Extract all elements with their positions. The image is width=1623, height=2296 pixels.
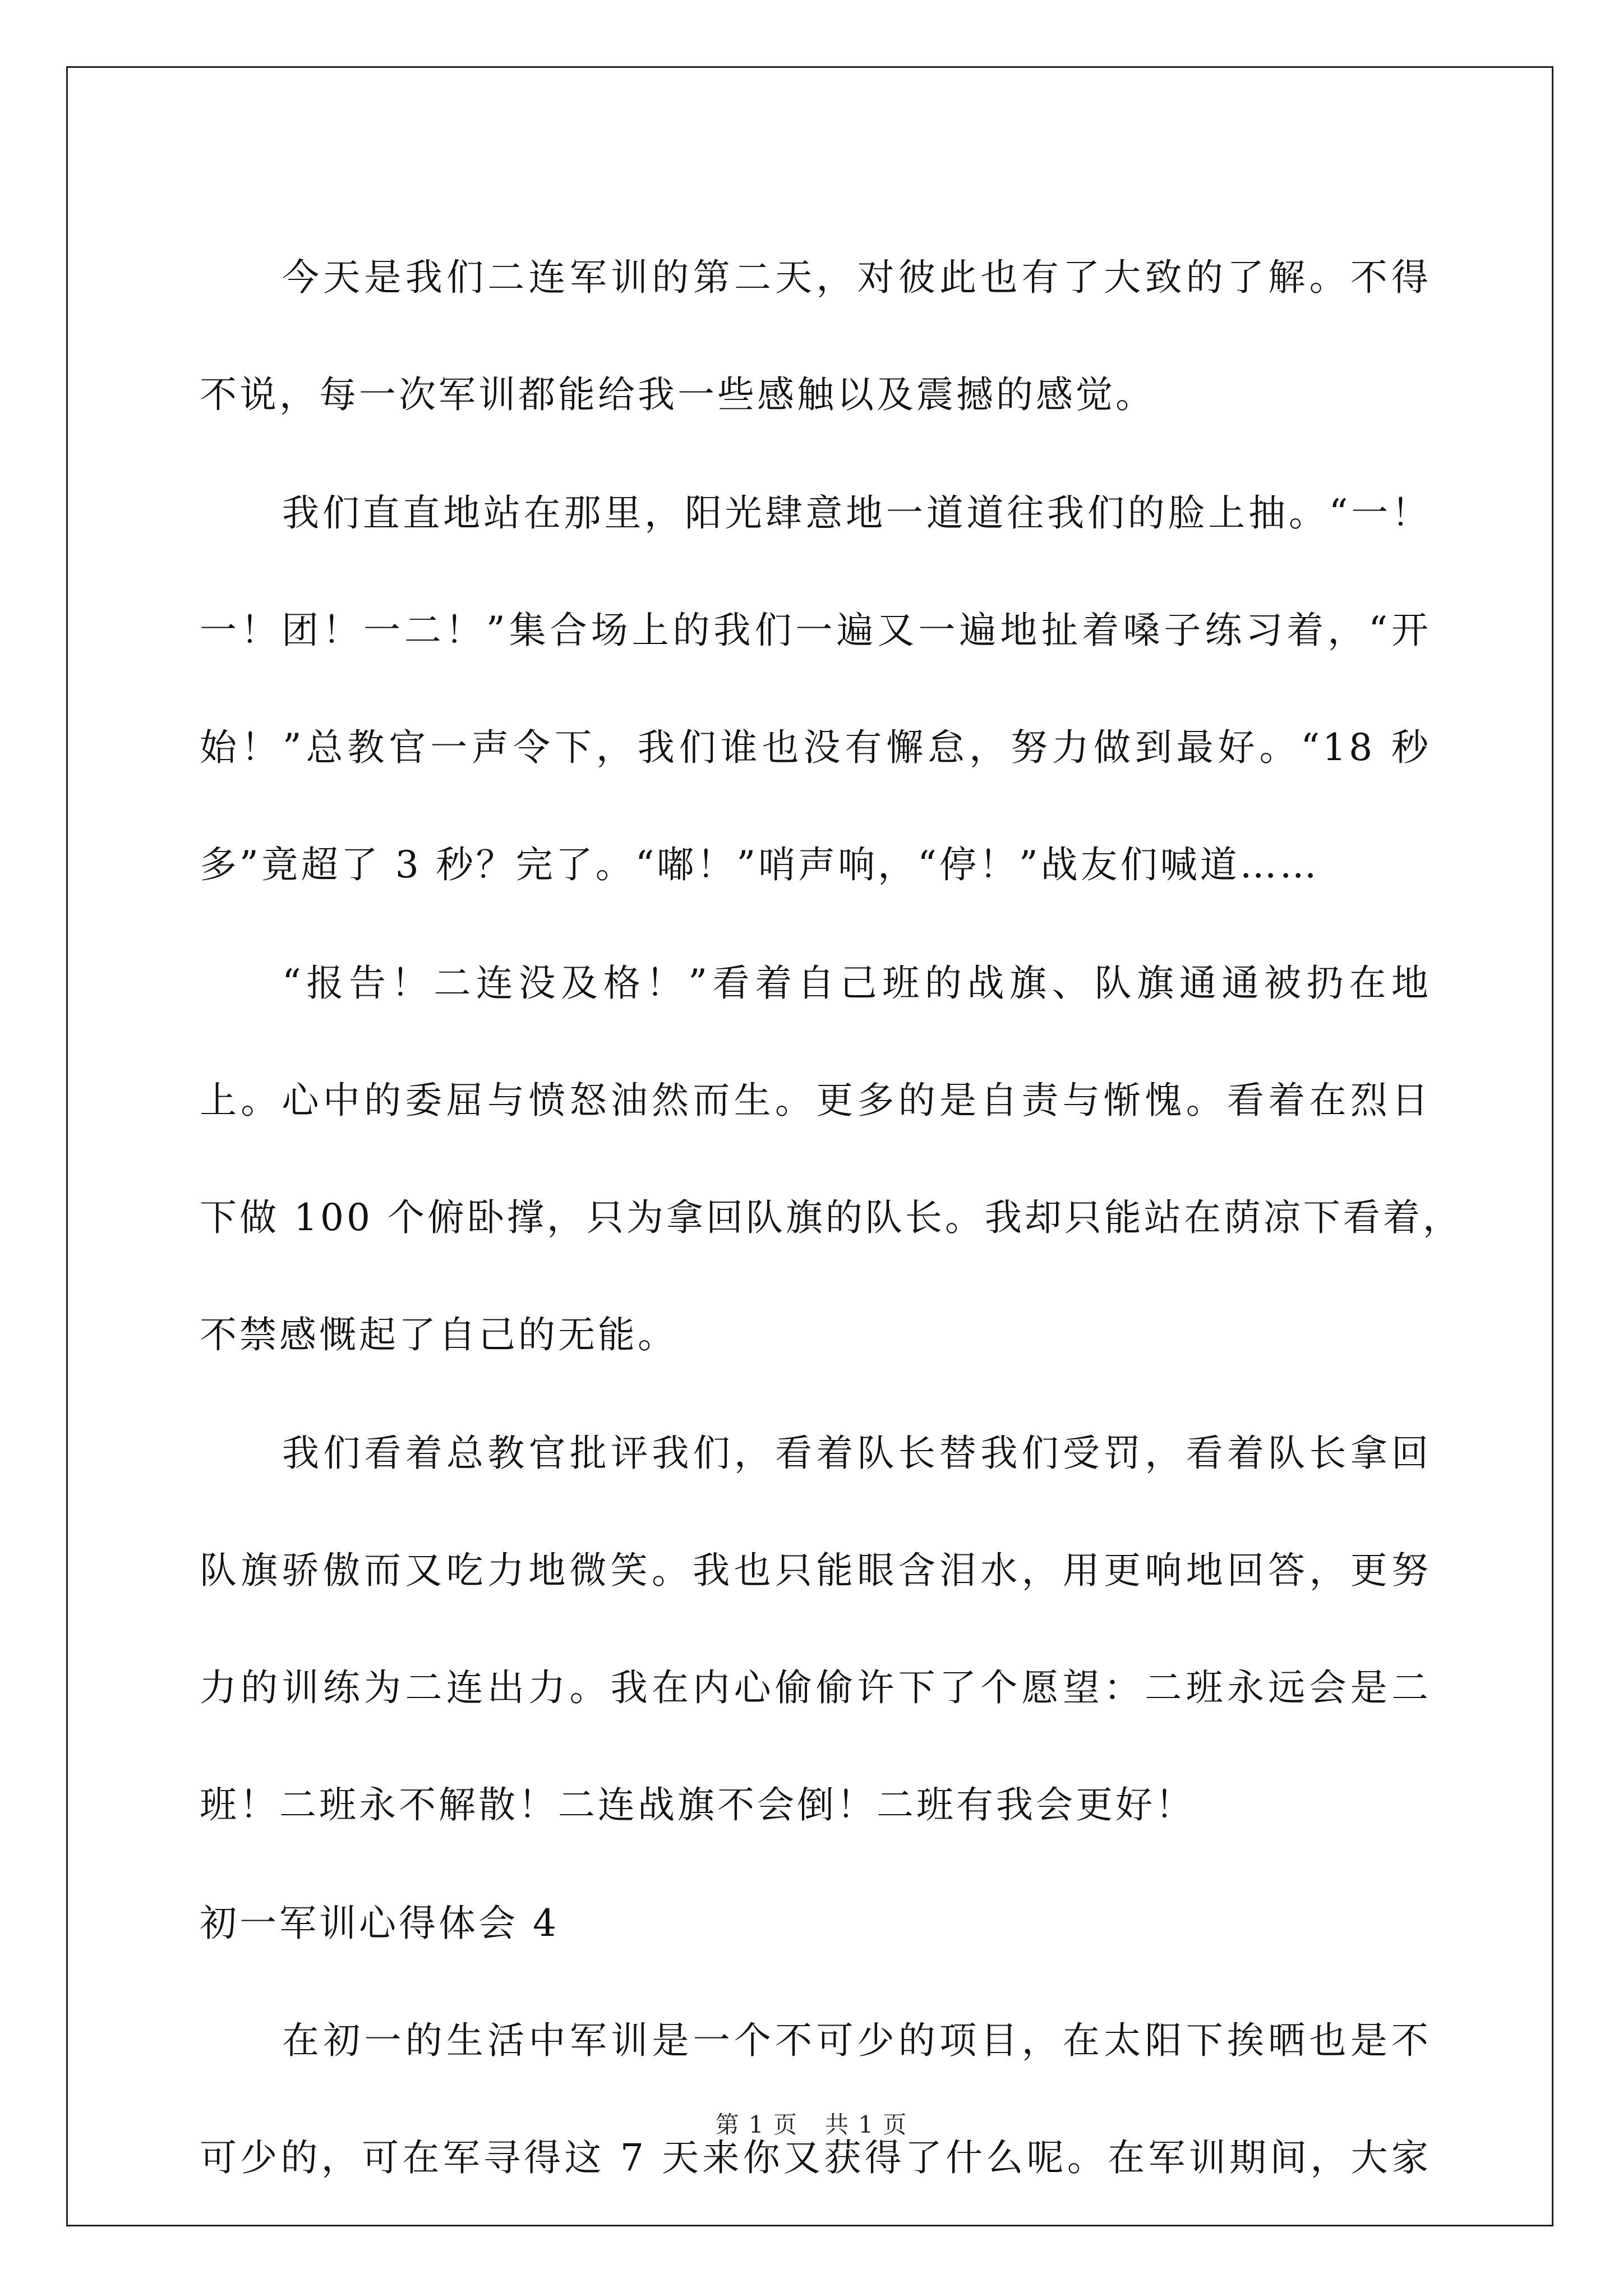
section-heading: 初一军训心得体会 4 [200,1902,559,1945]
paragraph-2 [200,454,1431,923]
text-line: 我们看着总教官批评我们，看着队长替我们受罚，看着队长拿回 [282,1432,1431,1475]
text-line: 今天是我们二连军训的第二天，对彼此也有了大致的了解。不得 [282,256,1431,299]
text-line: 不禁感慨起了自己的无能。 [200,1313,677,1356]
paragraph-3 [200,924,1463,1393]
paragraph-5 [200,1982,1431,2216]
paragraph-4 [200,1395,1431,1864]
page-footer [0,2106,1623,2140]
page-total: 共 1 页 [825,2111,908,2138]
document-body [200,219,1463,2217]
text-line: 力的训练为二连出力。我在内心偷偷许下了个愿望：二班永远会是二 [200,1666,1431,1709]
paragraph-1 [200,219,1431,453]
page-number: 第 1 页 [715,2111,798,2138]
text-line: 上。心中的委屈与愤怒油然而生。更多的是自责与惭愧。看着在烈日 [200,1079,1431,1122]
text-line: 下做 100 个俯卧撑，只为拿回队旗的队长。我却只能站在荫凉下看着， [200,1196,1463,1239]
text-line: 多”竟超了 3 秒？完了。“嘟！”哨声响，“停！”战友们喊道…… [200,843,1320,886]
text-line: 在初一的生活中军训是一个不可少的项目，在太阳下挨晒也是不 [282,2019,1431,2062]
text-line: 不说，每一次军训都能给我一些感触以及震撼的感觉。 [200,373,1155,416]
text-line: 一！团！一二！”集合场上的我们一遍又一遍地扯着嗓子练习着，“开 [200,609,1431,652]
text-line: 班！二班永不解散！二连战旗不会倒！二班有我会更好！ [200,1783,1195,1826]
text-line: 我们直直地站在那里，阳光肆意地一道道往我们的脸上抽。“一！ [282,491,1431,535]
text-line: 始！”总教官一声令下，我们谁也没有懈怠，努力做到最好。“18 秒 [200,726,1431,769]
text-line: 队旗骄傲而又吃力地微笑。我也只能眼含泪水，用更响地回答，更努 [200,1549,1431,1592]
text-line: “报告！二连没及格！”看着自己班的战旗、队旗通通被扔在地 [282,961,1431,1005]
text-line: 可少的，可在军寻得这 7 天来你又获得了什么呢。在军训期间，大家 [200,2136,1431,2179]
